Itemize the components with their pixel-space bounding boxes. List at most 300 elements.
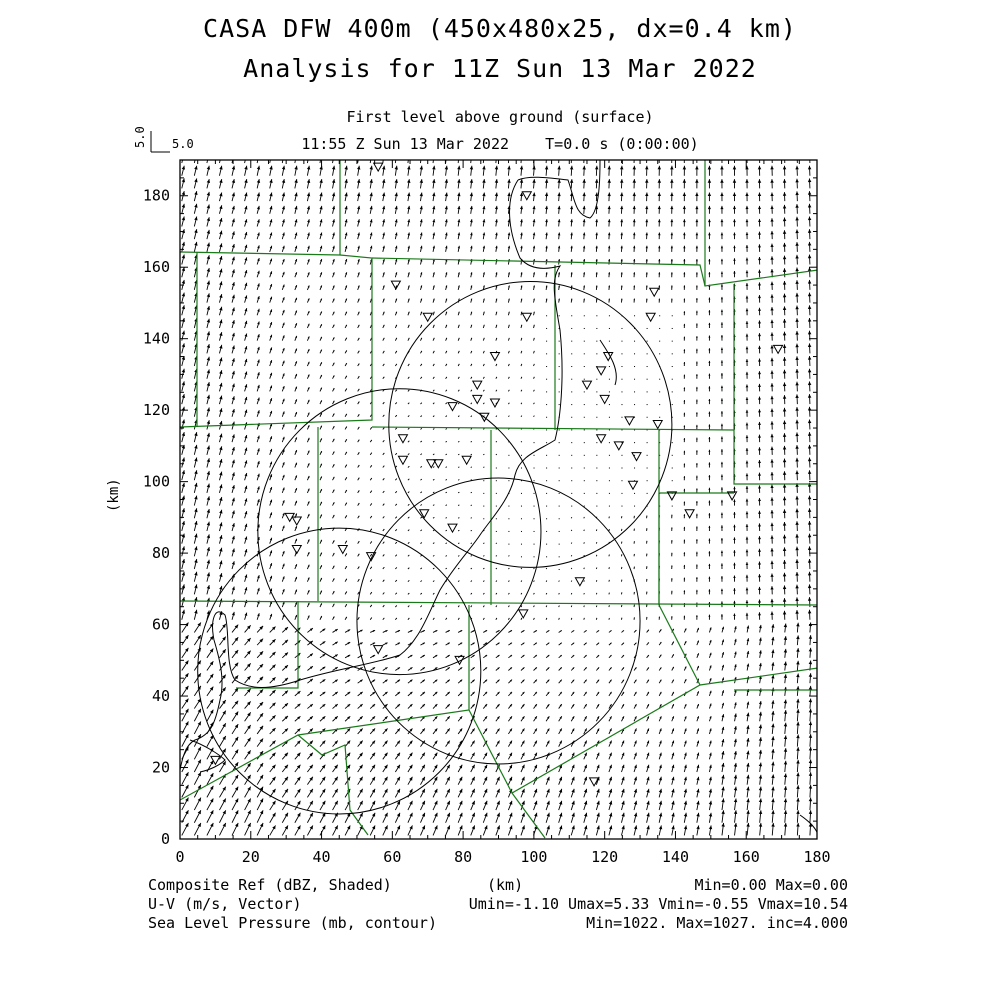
wind-vector — [609, 801, 612, 810]
wind-vector — [795, 559, 798, 569]
wind-vector — [282, 323, 284, 328]
wind-vector — [307, 590, 309, 594]
wind-vector — [483, 543, 484, 544]
wind-vector — [534, 403, 535, 404]
wind-vector — [370, 206, 373, 214]
wind-vector — [684, 753, 687, 760]
wind-vector — [546, 789, 550, 798]
wind-vector — [395, 364, 396, 366]
wind-vectors — [182, 153, 813, 835]
wind-vector — [584, 542, 585, 543]
wind-vector — [771, 762, 774, 772]
wind-vector — [758, 536, 761, 544]
wind-vector — [521, 692, 524, 696]
wind-vector — [609, 716, 612, 721]
wind-vector — [295, 259, 297, 265]
wind-vector — [557, 179, 560, 188]
x-tick-label: 40 — [312, 848, 331, 866]
wind-vector — [295, 450, 297, 455]
wind-vector — [333, 825, 338, 835]
wind-vector — [458, 704, 462, 708]
wind-vector — [534, 544, 535, 545]
wind-vector — [647, 741, 650, 747]
wind-vector — [770, 244, 773, 252]
wind-vector — [520, 193, 523, 202]
footer-pressure-range: Min=1022. Max=1027. inc=4.000 — [586, 914, 848, 932]
wind-vector — [783, 497, 786, 506]
wind-vector — [370, 246, 372, 252]
wind-vector — [257, 283, 260, 290]
wind-vector — [672, 353, 673, 354]
wind-vector — [647, 692, 649, 696]
wind-vector — [621, 285, 623, 289]
wind-vector — [433, 325, 434, 328]
wind-vector — [358, 680, 363, 684]
wind-vector — [508, 825, 512, 835]
wind-vector — [433, 753, 437, 760]
wind-vector — [182, 216, 185, 226]
wind-vector — [746, 537, 749, 544]
wind-vector — [282, 297, 284, 302]
wind-vector — [584, 825, 588, 835]
wind-vector — [433, 364, 434, 366]
wind-vector — [672, 442, 673, 443]
range-ring — [198, 528, 481, 814]
wind-vector — [534, 605, 535, 607]
wind-vector — [358, 753, 363, 760]
wind-vector — [420, 825, 425, 835]
wind-vector — [570, 153, 573, 163]
wind-vector — [784, 810, 787, 822]
wind-vector — [270, 741, 276, 747]
wind-vector — [758, 166, 761, 176]
wind-vector — [658, 246, 660, 252]
wind-vector — [207, 408, 210, 417]
wind-vector — [708, 513, 710, 518]
wind-vector — [232, 193, 235, 202]
wind-vector — [483, 618, 484, 620]
wind-vector — [784, 636, 787, 645]
wind-vector — [445, 193, 448, 202]
wind-vector — [370, 753, 375, 760]
wind-vector — [446, 789, 450, 798]
wind-vector — [746, 245, 749, 252]
wind-vector — [345, 465, 347, 468]
wind-vector — [420, 454, 421, 455]
x-tick-label: 180 — [803, 848, 831, 866]
wind-vector — [420, 568, 421, 569]
wind-vector — [770, 485, 773, 493]
wind-vector — [458, 403, 459, 404]
wind-vector — [496, 556, 497, 557]
wind-vector — [708, 206, 711, 214]
wind-vector — [194, 721, 201, 733]
wind-vector — [533, 272, 535, 277]
wind-vector — [721, 751, 724, 759]
wind-vector — [770, 231, 773, 239]
wind-vector — [320, 603, 322, 607]
wind-vector — [758, 232, 761, 240]
wind-vector — [370, 427, 372, 429]
wind-vector — [697, 628, 699, 633]
wind-vector — [182, 496, 185, 506]
wind-vector — [808, 216, 811, 226]
wind-vector — [295, 463, 297, 468]
wind-vector — [433, 479, 434, 480]
wind-vector — [483, 403, 484, 404]
wind-vector — [270, 690, 276, 696]
wind-vector — [446, 643, 450, 645]
wind-vector — [721, 297, 723, 303]
wind-vector — [770, 358, 773, 366]
wind-vector — [332, 166, 335, 176]
wind-vector — [420, 272, 422, 277]
wind-vector — [207, 560, 210, 569]
wind-vector — [232, 587, 235, 595]
wind-vector — [709, 627, 711, 632]
wind-vector — [584, 655, 587, 658]
wind-vector — [282, 777, 288, 785]
wind-vector — [408, 692, 413, 696]
wind-vector — [458, 630, 462, 632]
wind-vector — [383, 325, 385, 328]
wind-vector — [721, 763, 724, 772]
wind-vector — [446, 825, 450, 835]
wind-vector — [232, 166, 235, 176]
wind-vector — [647, 765, 650, 772]
wind-vector — [420, 704, 424, 708]
wind-vector — [307, 565, 309, 569]
wind-vector — [771, 688, 774, 696]
wind-vector — [608, 193, 611, 202]
wind-vector — [270, 487, 272, 493]
wind-vector — [746, 713, 749, 722]
wind-vector — [345, 490, 347, 493]
wind-vector — [783, 306, 786, 315]
wind-vector — [358, 427, 360, 430]
wind-vector — [433, 555, 434, 556]
wind-vector — [207, 319, 210, 328]
wind-vector — [559, 777, 562, 785]
wind-vector — [496, 468, 497, 469]
wind-vector — [708, 551, 710, 556]
wind-vector — [784, 623, 787, 632]
wind-vector — [245, 787, 251, 798]
wind-vector — [596, 529, 597, 531]
wind-vector — [796, 673, 799, 683]
wind-vector — [320, 206, 323, 214]
wind-vector — [358, 440, 360, 443]
wind-vector — [721, 449, 723, 455]
wind-vector — [395, 206, 398, 214]
wind-vector — [395, 741, 400, 747]
wind-vector — [333, 413, 335, 416]
wind-vector — [345, 591, 347, 594]
wind-vector — [496, 753, 500, 760]
wind-vector — [307, 362, 309, 366]
wind-vector — [370, 592, 372, 594]
wind-vector — [370, 618, 372, 620]
wind-vector — [483, 390, 484, 392]
wind-vector — [508, 753, 512, 760]
wind-vector — [270, 411, 272, 417]
wind-vector — [809, 699, 812, 709]
wind-vector — [496, 325, 497, 328]
wind-vector — [471, 692, 475, 696]
wind-vector — [571, 417, 572, 418]
wind-vector — [783, 433, 786, 442]
wind-vector — [207, 674, 213, 683]
wind-vector — [395, 517, 396, 519]
wind-vector — [571, 299, 573, 303]
wind-vector — [433, 643, 437, 645]
wind-vector — [758, 320, 761, 328]
wind-vector — [232, 485, 235, 493]
wind-vector — [634, 617, 635, 619]
wind-vector — [808, 432, 811, 442]
wind-vector — [795, 407, 798, 417]
wind-vector — [508, 312, 509, 316]
wind-vector — [559, 518, 560, 519]
wind-vector — [344, 153, 347, 163]
wind-vector — [433, 801, 437, 810]
wind-vector — [546, 753, 549, 760]
wind-vector — [596, 813, 599, 823]
wind-vector — [770, 332, 773, 340]
wind-vector — [708, 450, 710, 455]
wind-vector — [295, 704, 301, 709]
wind-vector — [759, 810, 762, 822]
wind-vector — [219, 823, 225, 835]
wind-vector — [244, 435, 247, 442]
wind-vector — [194, 823, 201, 835]
wind-vector — [458, 605, 459, 607]
wind-vector — [495, 193, 498, 202]
wind-vector — [446, 728, 450, 733]
wind-vector — [471, 556, 472, 557]
wind-vector — [244, 473, 247, 480]
wind-vector — [194, 559, 197, 569]
wind-vector — [770, 459, 773, 467]
wind-vector — [759, 750, 762, 759]
wind-vector — [295, 765, 301, 772]
wind-vector — [232, 637, 238, 645]
wind-vector — [796, 623, 799, 633]
wind-vector — [534, 506, 535, 507]
wind-vector — [571, 404, 572, 405]
wind-vector — [496, 605, 497, 607]
station-marker — [597, 435, 606, 443]
wind-vector — [207, 547, 210, 556]
wind-vector — [370, 801, 375, 810]
wind-vector — [420, 479, 421, 480]
wind-vector — [219, 510, 222, 519]
wind-vector — [470, 206, 473, 214]
wind-vector — [758, 295, 761, 303]
wind-vector — [445, 246, 447, 252]
wind-vector — [345, 825, 350, 835]
wind-vector — [634, 692, 636, 696]
wind-vector — [770, 193, 773, 202]
wind-vector — [407, 206, 410, 214]
wind-vector — [559, 728, 562, 733]
wind-vector — [570, 246, 572, 252]
wind-vector — [696, 476, 698, 481]
wind-vector — [333, 337, 335, 340]
wind-vector — [282, 640, 288, 645]
wind-vector — [659, 825, 662, 835]
wind-vector — [533, 246, 535, 252]
wind-vector — [734, 652, 736, 658]
wind-vector — [696, 526, 698, 531]
wind-vector — [471, 285, 473, 289]
wind-vector — [697, 741, 699, 747]
wind-vector — [270, 347, 272, 353]
wind-vector — [746, 308, 749, 315]
wind-vector — [432, 153, 435, 163]
wind-vector — [584, 429, 585, 430]
wind-vector — [583, 219, 586, 226]
wind-vector — [333, 285, 335, 289]
wind-vector — [571, 530, 572, 531]
wind-vector — [257, 347, 260, 354]
wind-vector — [808, 242, 811, 252]
wind-vector — [646, 592, 647, 595]
wind-vector — [684, 349, 686, 353]
wind-vector — [408, 813, 413, 823]
wind-vector — [645, 166, 648, 176]
wind-vector — [320, 324, 322, 328]
wind-vector — [483, 789, 487, 798]
wind-vector — [783, 281, 786, 290]
wind-vector — [596, 417, 597, 418]
station-marker — [628, 481, 637, 489]
wind-vector — [771, 749, 774, 759]
wind-vector — [358, 325, 360, 328]
wind-vector — [646, 246, 648, 252]
wind-vector — [795, 394, 798, 404]
wind-vector — [244, 283, 247, 290]
wind-vector — [194, 622, 201, 632]
wind-vector — [433, 618, 434, 620]
wind-vector — [696, 501, 698, 506]
wind-vector — [244, 460, 247, 467]
wind-vector — [232, 737, 238, 747]
wind-vector — [458, 789, 462, 798]
wind-vector — [747, 676, 750, 683]
wind-vector — [433, 441, 434, 442]
wind-vector — [546, 593, 547, 594]
wind-vector — [534, 377, 535, 379]
wind-vector — [596, 391, 597, 392]
wind-vector — [746, 549, 749, 556]
wind-vector — [808, 343, 811, 353]
wind-vector — [571, 315, 572, 316]
wind-vector — [747, 702, 750, 709]
wind-vector — [532, 179, 535, 188]
wind-vector — [758, 549, 761, 557]
station-marker — [398, 456, 407, 464]
wind-vector — [232, 307, 235, 315]
wind-vector — [320, 692, 325, 696]
wind-vector — [257, 296, 260, 303]
wind-vector — [245, 689, 251, 696]
wind-vector — [534, 593, 535, 594]
wind-vector — [483, 680, 487, 684]
wind-vector — [194, 798, 201, 810]
wind-vector — [408, 605, 409, 607]
wind-vector — [383, 516, 385, 518]
wind-vector — [383, 643, 388, 645]
wind-vector — [333, 741, 338, 747]
wind-vector — [584, 753, 587, 760]
wind-vector — [232, 625, 238, 633]
wind-vector — [295, 246, 297, 252]
wind-vector — [508, 233, 511, 240]
wind-vector — [432, 193, 435, 202]
wind-vector — [496, 506, 497, 507]
wind-vector — [783, 344, 786, 353]
wind-vector — [232, 724, 238, 734]
wind-vector — [770, 256, 773, 264]
wind-vector — [333, 299, 335, 303]
wind-vector — [307, 825, 312, 835]
wind-vector — [383, 825, 388, 835]
wind-vector — [496, 692, 500, 696]
wind-vector — [446, 556, 447, 557]
wind-vector — [383, 777, 388, 785]
wind-vector — [546, 341, 547, 342]
wind-vector — [746, 461, 749, 468]
wind-vector — [521, 377, 522, 379]
wind-vector — [708, 246, 710, 252]
wind-vector — [621, 480, 622, 481]
wind-vector — [696, 438, 698, 443]
wind-vector — [671, 540, 672, 544]
wind-vector — [733, 233, 736, 240]
wind-vector — [383, 630, 388, 632]
wind-vector — [307, 324, 309, 328]
wind-vector — [458, 364, 459, 366]
wind-vector — [721, 787, 724, 798]
wind-vector — [446, 505, 447, 506]
wind-vector — [508, 581, 509, 582]
wind-vector — [521, 716, 524, 721]
wind-vector — [784, 773, 787, 784]
wind-vector — [471, 492, 472, 493]
wind-vector — [783, 243, 786, 252]
wind-vector — [571, 517, 572, 518]
wind-vector — [746, 258, 749, 265]
wind-vector — [433, 272, 435, 277]
wind-vector — [483, 801, 487, 810]
wind-vector — [746, 423, 749, 430]
wind-vector — [446, 338, 447, 341]
wind-vector — [746, 321, 749, 328]
x-tick-label: 100 — [520, 848, 548, 866]
wind-vector — [608, 259, 610, 265]
wind-vector — [358, 351, 360, 354]
wind-vector — [182, 204, 185, 214]
wind-vector — [595, 166, 598, 176]
wind-vector — [746, 346, 749, 353]
wind-vector — [182, 508, 185, 518]
wind-vector — [708, 259, 710, 265]
wind-vector — [795, 610, 798, 620]
wind-vector — [408, 285, 410, 289]
wind-vector — [770, 548, 773, 556]
wind-vector — [683, 179, 686, 188]
